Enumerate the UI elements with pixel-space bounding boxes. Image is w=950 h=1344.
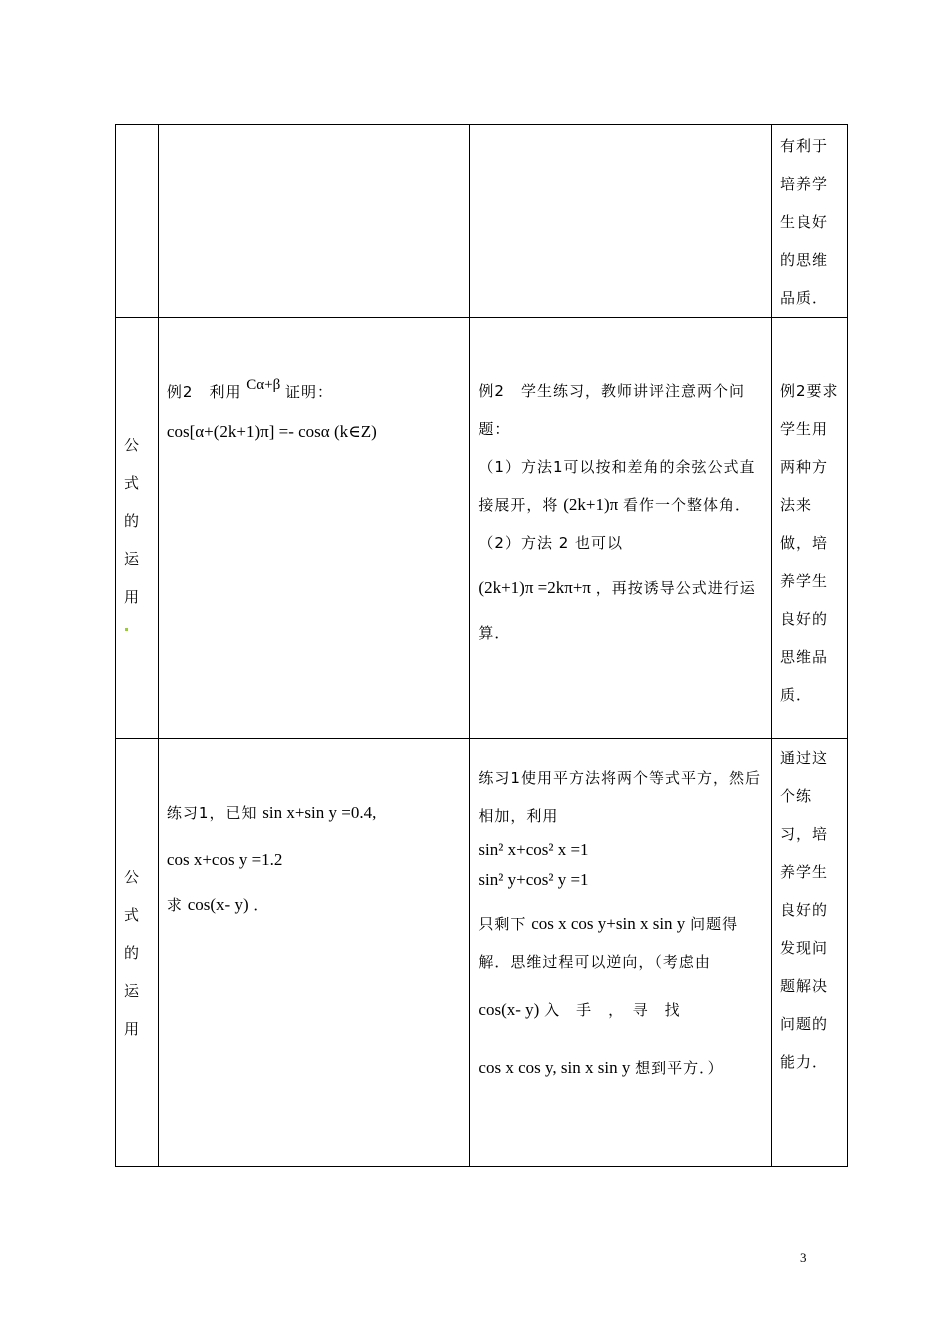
- activity-intro: 练习1使用平方法将两个等式平方，然后相加，利用: [478, 769, 761, 825]
- table-row: [116, 739, 848, 1167]
- category-cell: [116, 318, 159, 739]
- angle-expression: (2k+1)π: [563, 495, 619, 514]
- example-suffix: 证明：: [285, 383, 334, 401]
- decomposition-expression: (2k+1)π =2kπ+π: [478, 578, 592, 597]
- note-cell: [772, 318, 848, 739]
- lesson-plan-table: [115, 124, 848, 1167]
- reverse-text: 入 手 ， 寻 找: [544, 1001, 681, 1019]
- table-row: [116, 125, 848, 318]
- activity-intro: 例2 学生练习，教师讲评注意两个问题：: [478, 382, 745, 438]
- marker-dot: [125, 628, 128, 631]
- design-note: 有利于培养学生良好的思维品质．: [780, 137, 829, 307]
- table-row: [116, 318, 848, 739]
- category-cell: [116, 125, 159, 318]
- category-cell: [116, 739, 159, 1167]
- ask-label: 求: [166, 896, 183, 914]
- find-expression: cos x cos y, sin x sin y: [478, 1058, 631, 1077]
- identity-1: sin² x+cos² x =1: [478, 840, 589, 859]
- reverse-expression: cos(x- y): [478, 1000, 540, 1019]
- target-expression: cos(x- y): [187, 895, 249, 914]
- remain-text-end: 问题得解．思维过程可以逆向，（考虑由: [478, 915, 739, 971]
- category-label: 公式的运用: [124, 867, 141, 1038]
- identity-2: sin² y+cos² y =1: [478, 870, 589, 889]
- note-cell: [772, 739, 848, 1167]
- content-cell: [158, 739, 470, 1167]
- method-one-text-end: 看作一个整体角．: [623, 496, 752, 514]
- formula-symbol: Cα+β: [246, 377, 281, 393]
- remain-expression: cos x cos y+sin x sin y: [531, 914, 686, 933]
- note-cell: [772, 125, 848, 318]
- content-cell: [158, 318, 470, 739]
- design-note: 例2要求学生用两种方法来做，培养学生良好的思维品质．: [780, 382, 839, 704]
- given-equation-2: cos x+cos y =1.2: [166, 850, 283, 869]
- content-cell: [158, 125, 470, 318]
- activity-cell: [470, 318, 772, 739]
- example-prefix: 例2 利用: [166, 383, 242, 401]
- category-label: 公式的运用: [124, 435, 141, 606]
- given-equation-1: sin x+sin y =0.4,: [262, 803, 377, 822]
- method-two-text: （2）方法 2 也可以: [478, 534, 624, 552]
- ask-end: ．: [253, 896, 270, 914]
- method-one-text: （1）方法1可以按和差角的余弦公式直接展开，将: [478, 458, 756, 514]
- remain-text: 只剩下: [478, 915, 527, 933]
- find-text: 想到平方．）: [635, 1059, 724, 1077]
- page-number: 3: [800, 1250, 807, 1265]
- proof-formula: cos[α+(2k+1)π] =- cosα (k∈Z): [166, 422, 377, 441]
- activity-cell: [470, 739, 772, 1167]
- exercise-prefix: 练习1，已知: [166, 804, 258, 822]
- activity-cell: [470, 125, 772, 318]
- method-two-text-end: ，再按诱导公式进行运算．: [478, 579, 756, 642]
- design-note: 通过这个练习，培养学生良好的发现问题解决问题的能力．: [780, 749, 829, 1071]
